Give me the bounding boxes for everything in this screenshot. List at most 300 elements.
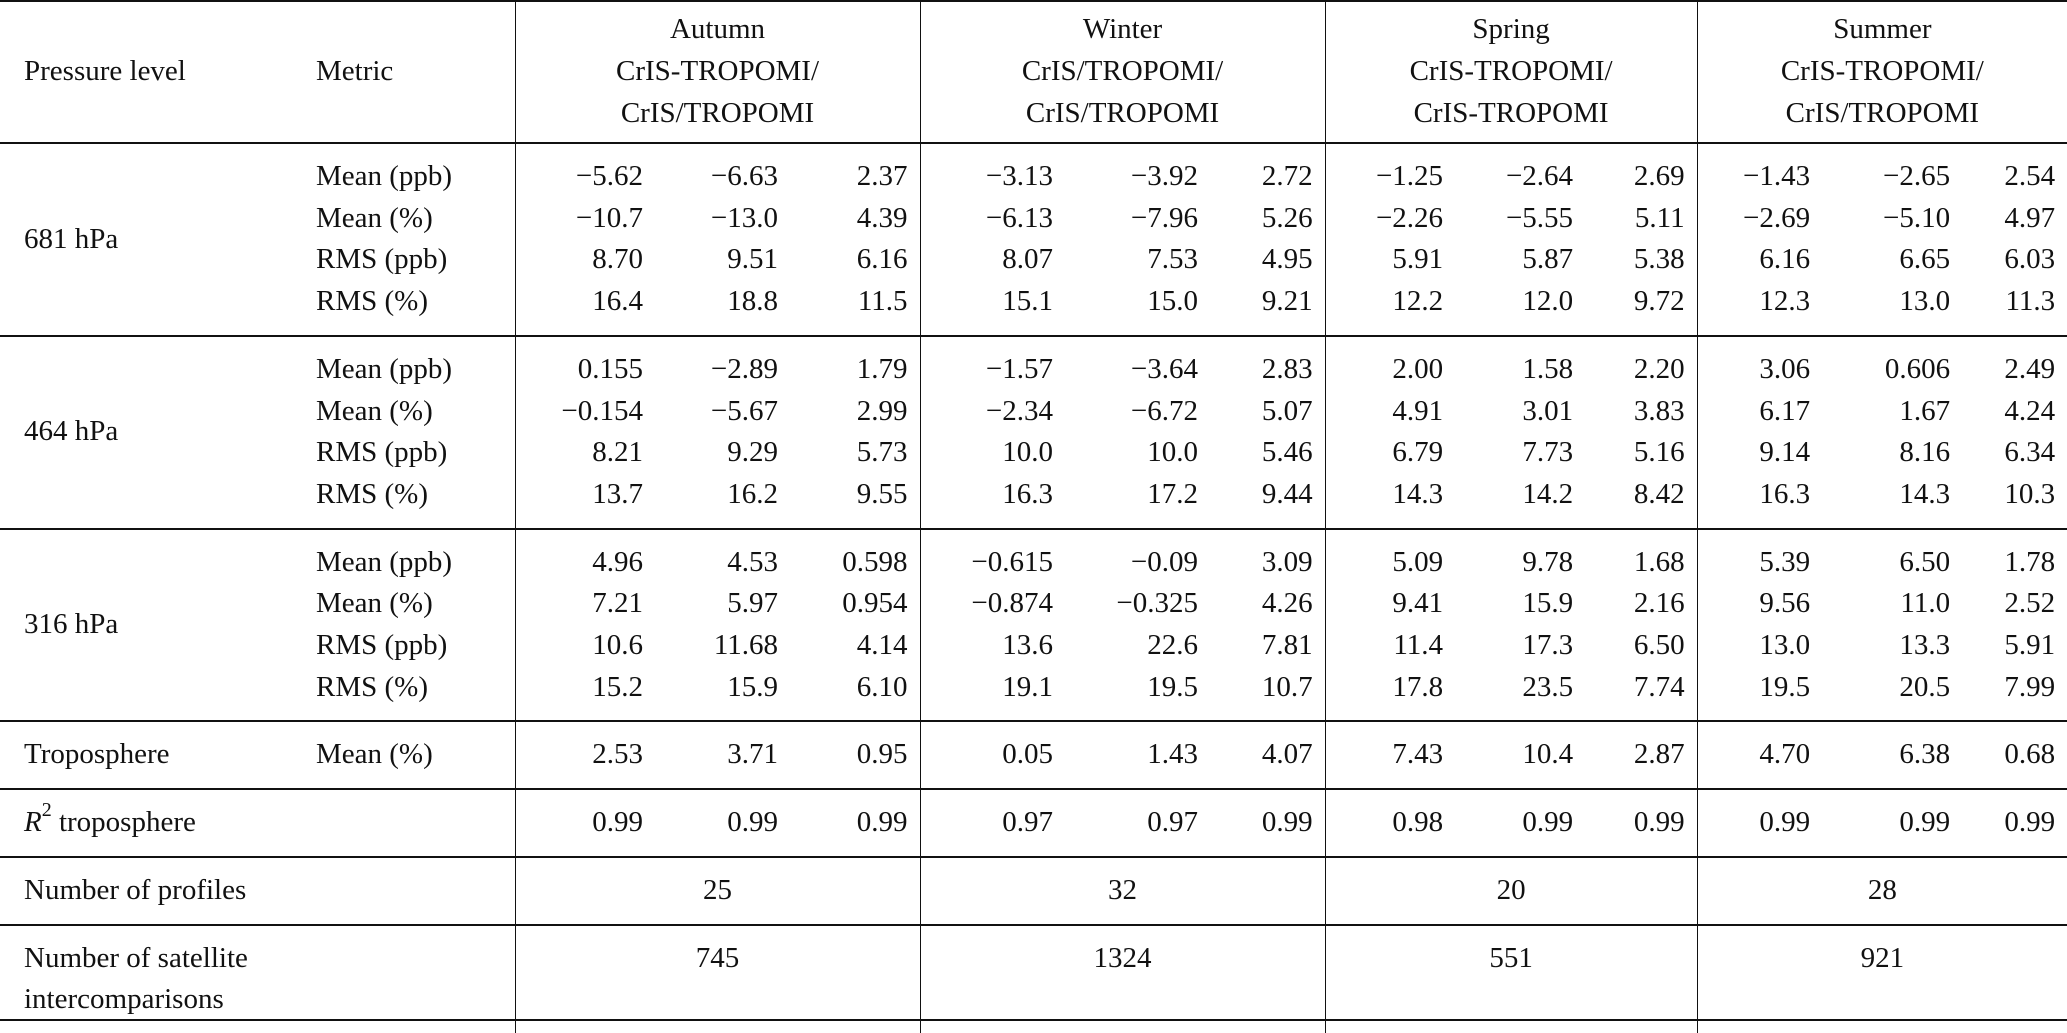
value-cell: 7.74 <box>1633 670 1685 703</box>
value-cell: 2.83 <box>1261 352 1313 385</box>
metric-label: RMS (ppb) <box>316 436 448 469</box>
header-row <box>0 50 2067 92</box>
value-cell: 5.16 <box>1633 436 1685 469</box>
spacer-cell <box>515 857 920 870</box>
metric-label: RMS (ppb) <box>316 243 448 276</box>
spacer-cell <box>920 776 1325 789</box>
row-spacer <box>0 336 2067 349</box>
value-cell: 2.72 <box>1261 160 1313 192</box>
spacer-cell <box>1325 708 1697 721</box>
table-row <box>0 281 2067 323</box>
value-cell: −13.0 <box>710 201 778 234</box>
spacer-cell <box>0 776 310 789</box>
spacer-cell <box>1325 789 1697 802</box>
spacer-cell <box>920 789 1325 802</box>
value-cell: 8.70 <box>515 239 655 281</box>
value-cell: 19.1 <box>920 667 1065 709</box>
value-cell: 4.26 <box>1261 587 1313 620</box>
season-header: Summer <box>1697 0 2067 50</box>
value-cell: 9.51 <box>727 243 778 276</box>
value-cell: 12.0 <box>1522 285 1574 318</box>
table-row <box>0 625 2067 667</box>
spacer-cell <box>515 529 920 542</box>
row-spacer <box>0 1021 2067 1033</box>
troposphere-label: Troposphere <box>24 738 170 771</box>
value-cell: 13.0 <box>1697 625 1822 667</box>
profiles-count: 20 <box>1325 870 1697 912</box>
value-cell: 6.50 <box>1633 629 1685 662</box>
value-cell: −1.57 <box>920 349 1065 391</box>
value-cell: −0.615 <box>920 542 1065 584</box>
value-cell: 3.83 <box>1633 394 1685 427</box>
profiles-label: Number of profiles <box>24 873 247 906</box>
value-cell: 8.07 <box>920 239 1065 281</box>
value-cell: 19.5 <box>1697 667 1822 709</box>
spacer-cell <box>1325 721 1697 734</box>
spacer-cell <box>920 857 1325 870</box>
season-subheader: CrIS-TROPOMI/ <box>1325 50 1697 92</box>
spacer-cell <box>1325 925 1697 938</box>
value-cell: 23.5 <box>1522 670 1574 703</box>
row-spacer <box>0 925 2067 938</box>
metric-label: Mean (ppb) <box>316 545 453 578</box>
value-cell: 0.606 <box>1884 352 1951 385</box>
value-cell: 9.14 <box>1697 432 1822 474</box>
spacer-cell <box>920 925 1325 938</box>
value-cell: 0.97 <box>1147 806 1199 839</box>
value-cell: 1.67 <box>1899 394 1951 427</box>
value-cell: 13.7 <box>515 474 655 516</box>
value-cell: −2.64 <box>1505 160 1574 192</box>
value-cell: 14.3 <box>1899 477 1951 510</box>
header-blank <box>0 92 310 143</box>
value-cell: 15.9 <box>727 670 778 703</box>
season-subheader: CrIS-TROPOMI/ <box>1697 50 2067 92</box>
spacer-cell <box>0 912 310 925</box>
blank-cell <box>1697 979 2067 1021</box>
spacer-cell <box>310 708 515 721</box>
spacer-cell <box>310 844 515 857</box>
spacer-cell <box>1325 857 1697 870</box>
spacer-cell <box>310 776 515 789</box>
table-row <box>0 239 2067 281</box>
table-row <box>0 198 2067 240</box>
value-cell: 0.99 <box>2004 806 2056 839</box>
spacer-cell <box>0 857 310 870</box>
spacer-cell <box>515 143 920 156</box>
metric-label: RMS (%) <box>316 477 428 510</box>
spacer-cell <box>0 1021 310 1033</box>
value-cell: 16.2 <box>727 477 778 510</box>
value-cell: 6.10 <box>856 670 908 703</box>
spacer-cell <box>515 336 920 349</box>
intercomparisons-row-cont <box>0 979 2067 1021</box>
spacer-cell <box>1697 708 2067 721</box>
value-cell: −2.69 <box>1697 198 1822 240</box>
table-row <box>0 432 2067 474</box>
profiles-count: 25 <box>515 870 920 912</box>
metric-label: Mean (%) <box>316 587 433 620</box>
value-cell: 0.99 <box>856 806 908 839</box>
value-cell: −6.63 <box>710 160 778 192</box>
season-subheader: CrIS/TROPOMI <box>920 92 1325 143</box>
spacer-cell <box>1697 721 2067 734</box>
row-spacer <box>0 857 2067 870</box>
row-spacer <box>0 143 2067 156</box>
spacer-cell <box>1325 516 1697 529</box>
header-metric: Metric <box>316 55 394 87</box>
row-spacer <box>0 721 2067 734</box>
value-cell: 6.03 <box>2004 243 2056 276</box>
spacer-cell <box>515 844 920 857</box>
value-cell: 10.6 <box>515 625 655 667</box>
intercomparisons-count: 1324 <box>920 938 1325 980</box>
value-cell: 5.97 <box>727 587 778 620</box>
value-cell: 17.2 <box>1147 477 1199 510</box>
spacer-cell <box>310 336 515 349</box>
row-spacer <box>0 912 2067 925</box>
value-cell: −2.34 <box>920 391 1065 433</box>
metric-label: Mean (ppb) <box>316 352 453 385</box>
value-cell: 10.0 <box>920 432 1065 474</box>
value-cell: 17.8 <box>1325 667 1455 709</box>
value-cell: 0.99 <box>1899 806 1951 839</box>
metric-label: Mean (%) <box>316 201 433 234</box>
pressure-level-label: 681 hPa <box>24 222 119 255</box>
value-cell: 0.598 <box>842 545 908 578</box>
metric-label: RMS (ppb) <box>316 629 448 662</box>
value-cell: 1.78 <box>2004 545 2056 578</box>
profiles-count: 32 <box>920 870 1325 912</box>
value-cell: 1.79 <box>856 352 908 385</box>
spacer-cell <box>515 925 920 938</box>
metric-blank <box>310 802 515 844</box>
value-cell: −3.92 <box>1130 160 1199 192</box>
value-cell: 0.97 <box>920 802 1065 844</box>
value-cell: 1.58 <box>1522 352 1574 385</box>
value-cell: −2.89 <box>710 352 778 385</box>
value-cell: 5.73 <box>856 436 908 469</box>
spacer-cell <box>1325 1021 1697 1033</box>
header-blank <box>0 0 310 50</box>
value-cell: 9.41 <box>1325 583 1455 625</box>
value-cell: 1.68 <box>1633 545 1685 578</box>
value-cell: 2.53 <box>515 734 655 776</box>
r2-label <box>0 799 310 844</box>
value-cell: 11.68 <box>713 629 778 662</box>
value-cell: 4.39 <box>856 201 908 234</box>
spacer-cell <box>515 323 920 336</box>
value-cell: 3.09 <box>1261 545 1313 578</box>
row-spacer <box>0 516 2067 529</box>
value-cell: −10.7 <box>515 198 655 240</box>
spacer-cell <box>0 516 310 529</box>
spacer-cell <box>515 912 920 925</box>
value-cell: 7.43 <box>1325 734 1455 776</box>
value-cell: 2.99 <box>856 394 908 427</box>
value-cell: 13.6 <box>920 625 1065 667</box>
spacer-cell <box>1697 323 2067 336</box>
header-row <box>0 92 2067 143</box>
spacer-cell <box>1697 789 2067 802</box>
value-cell: 2.69 <box>1633 160 1685 192</box>
value-cell: −1.43 <box>1697 156 1822 198</box>
spacer-cell <box>1325 776 1697 789</box>
header-blank <box>310 0 515 50</box>
value-cell: 10.3 <box>2004 477 2056 510</box>
value-cell: 7.53 <box>1147 243 1199 276</box>
value-cell: 6.38 <box>1899 738 1951 771</box>
spacer-cell <box>515 1021 920 1033</box>
value-cell: 6.65 <box>1899 243 1951 276</box>
value-cell: 9.44 <box>1261 477 1313 510</box>
header-row <box>0 0 2067 50</box>
spacer-cell <box>0 529 310 542</box>
profiles-row <box>0 870 2067 912</box>
value-cell: 6.16 <box>856 243 908 276</box>
value-cell: −2.65 <box>1882 160 1951 192</box>
blank-cell <box>515 979 920 1021</box>
spacer-cell <box>1325 912 1697 925</box>
spacer-cell <box>1697 529 2067 542</box>
value-cell: 6.17 <box>1697 391 1822 433</box>
value-cell: 11.0 <box>1900 587 1951 620</box>
value-cell: 6.79 <box>1325 432 1455 474</box>
spacer-cell <box>310 789 515 802</box>
value-cell: 2.37 <box>856 160 908 192</box>
spacer-cell <box>920 912 1325 925</box>
spacer-cell <box>920 844 1325 857</box>
value-cell: 13.3 <box>1899 629 1951 662</box>
value-cell: 5.09 <box>1325 542 1455 584</box>
value-cell: 6.50 <box>1899 545 1951 578</box>
value-cell: 11.4 <box>1325 625 1455 667</box>
value-cell: 5.38 <box>1633 243 1685 276</box>
value-cell: 2.87 <box>1633 738 1685 771</box>
spacer-cell <box>920 721 1325 734</box>
profiles-count: 28 <box>1697 870 2067 912</box>
value-cell: 5.11 <box>1634 201 1685 234</box>
spacer-cell <box>1697 516 2067 529</box>
spacer-cell <box>920 336 1325 349</box>
value-cell: 18.8 <box>727 285 778 318</box>
value-cell: 9.21 <box>1261 285 1313 318</box>
value-cell: 8.21 <box>515 432 655 474</box>
intercomparisons-label-line1: Number of satellite <box>24 941 248 974</box>
r2-variable: R <box>24 806 42 839</box>
spacer-cell <box>1325 336 1697 349</box>
value-cell: 9.29 <box>727 436 778 469</box>
spacer-cell <box>310 323 515 336</box>
table-row <box>0 349 2067 391</box>
table-row <box>0 391 2067 433</box>
season-header: Spring <box>1325 0 1697 50</box>
value-cell: 6.34 <box>2004 436 2056 469</box>
value-cell: −5.67 <box>710 394 778 427</box>
value-cell: 2.16 <box>1633 587 1685 620</box>
value-cell: 13.0 <box>1899 285 1951 318</box>
intercomparisons-row <box>0 938 2067 980</box>
spacer-cell <box>920 708 1325 721</box>
value-cell: 0.99 <box>515 802 655 844</box>
value-cell: −0.325 <box>1116 587 1199 620</box>
value-cell: 4.70 <box>1697 734 1822 776</box>
troposphere-row <box>0 734 2067 776</box>
value-cell: 3.06 <box>1697 349 1822 391</box>
value-cell: 5.39 <box>1697 542 1822 584</box>
value-cell: 2.52 <box>2004 587 2056 620</box>
row-spacer <box>0 776 2067 789</box>
value-cell: 15.1 <box>920 281 1065 323</box>
value-cell: −5.10 <box>1882 201 1951 234</box>
value-cell: 17.3 <box>1522 629 1574 662</box>
spacer-cell <box>1325 529 1697 542</box>
value-cell: 11.3 <box>2005 285 2056 318</box>
value-cell: 11.5 <box>857 285 908 318</box>
value-cell: 0.99 <box>1261 806 1313 839</box>
value-cell: 15.9 <box>1522 587 1574 620</box>
season-subheader: CrIS/TROPOMI <box>1697 92 2067 143</box>
value-cell: 0.99 <box>1522 806 1574 839</box>
spacer-cell <box>0 721 310 734</box>
value-cell: 14.2 <box>1522 477 1574 510</box>
season-subheader: CrIS/TROPOMI <box>515 92 920 143</box>
value-cell: 4.95 <box>1261 243 1313 276</box>
spacer-cell <box>0 925 310 938</box>
spacer-cell <box>310 516 515 529</box>
value-cell: 5.26 <box>1261 201 1313 234</box>
metric-label: RMS (%) <box>316 670 428 703</box>
value-cell: 22.6 <box>1147 629 1199 662</box>
spacer-cell <box>1697 857 2067 870</box>
value-cell: 7.21 <box>515 583 655 625</box>
value-cell: 4.91 <box>1325 391 1455 433</box>
spacer-cell <box>0 323 310 336</box>
value-cell: 4.24 <box>2004 394 2056 427</box>
value-cell: 5.07 <box>1261 394 1313 427</box>
value-cell: 5.91 <box>2004 629 2056 662</box>
spacer-cell <box>515 789 920 802</box>
blank-cell <box>1325 979 1697 1021</box>
spacer-cell <box>310 857 515 870</box>
value-cell: 4.96 <box>515 542 655 584</box>
r2-superscript: 2 <box>41 799 52 822</box>
spacer-cell <box>515 516 920 529</box>
value-cell: 0.05 <box>920 734 1065 776</box>
spacer-cell <box>1697 912 2067 925</box>
blank-cell <box>920 979 1325 1021</box>
intercomparisons-count: 745 <box>515 938 920 980</box>
spacer-cell <box>515 708 920 721</box>
value-cell: 0.954 <box>842 587 908 620</box>
value-cell: −5.55 <box>1505 201 1574 234</box>
spacer-cell <box>1325 844 1697 857</box>
value-cell: −0.154 <box>515 391 655 433</box>
season-subheader: CrIS/TROPOMI/ <box>920 50 1325 92</box>
spacer-cell <box>310 925 515 938</box>
r2-row <box>0 802 2067 844</box>
value-cell: 16.3 <box>920 474 1065 516</box>
value-cell: 10.7 <box>1261 670 1313 703</box>
header-pressure-level: Pressure level <box>24 55 186 87</box>
spacer-cell <box>1697 925 2067 938</box>
spacer-cell <box>515 721 920 734</box>
table-row <box>0 156 2067 198</box>
value-cell: 12.3 <box>1697 281 1822 323</box>
table-row <box>0 542 2067 584</box>
value-cell: 0.98 <box>1325 802 1455 844</box>
r2-label-rest: troposphere <box>51 806 196 839</box>
spacer-cell <box>310 529 515 542</box>
spacer-cell <box>920 529 1325 542</box>
value-cell: 0.95 <box>856 738 908 771</box>
row-spacer <box>0 708 2067 721</box>
value-cell: −3.13 <box>920 156 1065 198</box>
value-cell: 2.54 <box>2004 160 2056 192</box>
header-blank <box>310 92 515 143</box>
value-cell: 9.72 <box>1633 285 1685 318</box>
spacer-cell <box>515 776 920 789</box>
value-cell: 4.07 <box>1261 738 1313 771</box>
metric-label: Mean (%) <box>316 738 433 771</box>
value-cell: 2.00 <box>1325 349 1455 391</box>
metric-label: RMS (%) <box>316 285 428 318</box>
spacer-cell <box>0 844 310 857</box>
table-row <box>0 474 2067 516</box>
value-cell: 5.46 <box>1261 436 1313 469</box>
value-cell: −3.64 <box>1130 352 1199 385</box>
spacer-cell <box>0 708 310 721</box>
spacer-cell <box>310 912 515 925</box>
value-cell: 7.81 <box>1261 629 1313 662</box>
value-cell: 20.5 <box>1899 670 1951 703</box>
value-cell: 1.43 <box>1147 738 1199 771</box>
row-spacer <box>0 844 2067 857</box>
spacer-cell <box>1697 844 2067 857</box>
intercomparisons-count: 551 <box>1325 938 1697 980</box>
spacer-cell <box>0 336 310 349</box>
season-subheader: CrIS-TROPOMI/ <box>515 50 920 92</box>
value-cell: 2.20 <box>1633 352 1685 385</box>
spacer-cell <box>920 1021 1325 1033</box>
value-cell: 19.5 <box>1147 670 1199 703</box>
value-cell: −0.09 <box>1130 545 1199 578</box>
value-cell: 8.42 <box>1633 477 1685 510</box>
value-cell: −7.96 <box>1130 201 1199 234</box>
row-spacer <box>0 323 2067 336</box>
value-cell: 0.99 <box>1697 802 1822 844</box>
value-cell: 14.3 <box>1325 474 1455 516</box>
value-cell: −0.874 <box>920 583 1065 625</box>
season-subheader: CrIS-TROPOMI <box>1325 92 1697 143</box>
spacer-cell <box>1697 143 2067 156</box>
value-cell: 8.16 <box>1899 436 1951 469</box>
pressure-level-label: 464 hPa <box>24 415 119 448</box>
value-cell: 0.68 <box>2004 738 2056 771</box>
value-cell: 5.87 <box>1522 243 1574 276</box>
value-cell: 10.4 <box>1522 738 1574 771</box>
value-cell: 9.78 <box>1522 545 1574 578</box>
spacer-cell <box>920 143 1325 156</box>
value-cell: 0.99 <box>1633 806 1685 839</box>
spacer-cell <box>1697 776 2067 789</box>
spacer-cell <box>920 516 1325 529</box>
value-cell: −6.13 <box>920 198 1065 240</box>
value-cell: 15.2 <box>515 667 655 709</box>
spacer-cell <box>0 143 310 156</box>
season-header: Winter <box>920 0 1325 50</box>
spacer-cell <box>1325 143 1697 156</box>
